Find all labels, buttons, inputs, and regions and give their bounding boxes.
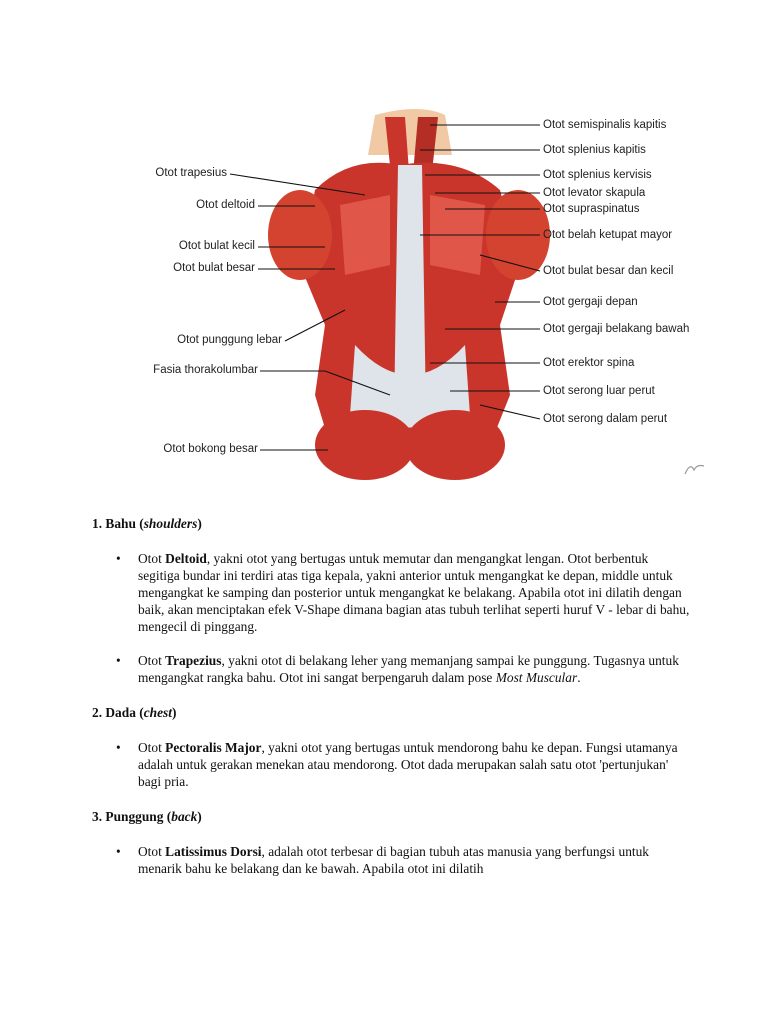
- section-heading-bahu: [92, 515, 692, 532]
- list-item: [138, 550, 692, 635]
- heading-number: 3. Punggung (: [92, 809, 172, 824]
- bullet-list-punggung: [92, 843, 692, 877]
- label-bulat-besar: Otot bulat besar: [173, 262, 255, 274]
- label-deltoid: Otot deltoid: [196, 199, 255, 211]
- item-text: , yakni otot di belakang leher yang memanjang sampai ke punggung. Tugasnya untuk mengangkat rangka bahu. Otot ini sangat berpengaruh dalam pose: [138, 653, 679, 685]
- heading-term: chest: [143, 705, 172, 720]
- item-text: , yakni otot yang bertugas untuk mendorong bahu ke depan. Fungsi utamanya adalah untuk gerakan menekan atau mendorong. Otot dada merupakan salah satu otot 'pertunjukan' bagi pria.: [138, 740, 678, 789]
- heading-number: 1. Bahu (: [92, 516, 144, 531]
- section-heading-dada: [92, 704, 692, 721]
- left-deltoid-shape: [268, 190, 332, 280]
- item-prefix: Otot: [138, 740, 166, 755]
- label-bulat-kecil: Otot bulat kecil: [178, 240, 255, 252]
- label-fasia-thorakolumbar: Fasia thorakolumbar: [153, 364, 258, 376]
- list-item: [138, 652, 692, 686]
- item-prefix: Otot: [138, 653, 166, 668]
- item-end: .: [577, 670, 581, 685]
- neck-skin: [368, 109, 452, 155]
- heading-term: back: [171, 809, 198, 824]
- item-term: Pectoralis Major: [165, 740, 262, 755]
- list-item: [138, 843, 692, 877]
- label-splenius-kapitis: Otot splenius kapitis: [543, 144, 646, 156]
- left-scapula-muscles: [340, 195, 390, 275]
- label-serong-luar-perut: Otot serong luar perut: [543, 385, 655, 397]
- label-supraspinatus: Otot supraspinatus: [543, 203, 640, 215]
- label-belah-ketupat-mayor: Otot belah ketupat mayor: [543, 229, 673, 241]
- label-semispinalis-kapitis: Otot semispinalis kapitis: [543, 119, 667, 131]
- label-splenius-kervisis: Otot splenius kervisis: [543, 169, 652, 181]
- left-gluteus-shape: [315, 410, 415, 480]
- heading-close: ): [171, 705, 177, 720]
- label-levator-skapula: Otot levator skapula: [543, 187, 646, 199]
- item-text: , yakni otot yang bertugas untuk memutar dan mengangkat lengan. Otot berbentuk segitiga bundar ini terdiri atas tiga kepala, yakni anterior untuk mengangkat ke depan, middle untuk mengangkat ke samping dan posterior untuk mengangkat ke belakang. Apabila otot ini dilatih dengan baik, akan menciptakan efek V-Shape dimana bagian atas tubuh terlihat seperti huruf V - lebar di bahu, mengecil di pinggang.: [138, 551, 690, 634]
- item-italic: Most Muscular: [495, 670, 578, 685]
- label-erektor-spina: Otot erektor spina: [543, 357, 635, 369]
- label-bokong-besar: Otot bokong besar: [163, 443, 258, 455]
- item-term: Trapezius: [165, 653, 222, 668]
- heading-close: ): [197, 516, 202, 531]
- list-item: [138, 739, 692, 790]
- item-prefix: Otot: [138, 551, 166, 566]
- document-body: [92, 515, 692, 895]
- right-gluteus-shape: [405, 410, 505, 480]
- item-text: , adalah otot terbesar di bagian tubuh atas manusia yang berfungsi untuk menarik bahu ke belakang dan ke bawah. Apabila otot ini dilatih: [138, 844, 649, 876]
- label-gergaji-depan: Otot gergaji depan: [543, 296, 638, 308]
- label-gergaji-belakang-bawah: Otot gergaji belakang bawah: [543, 323, 690, 335]
- publisher-logo-icon: [682, 460, 708, 478]
- bullet-list-dada: [92, 739, 692, 790]
- item-term: Deltoid: [165, 551, 207, 566]
- heading-term: shoulders: [143, 516, 198, 531]
- item-prefix: Otot: [138, 844, 166, 859]
- label-punggung-lebar: Otot punggung lebar: [177, 334, 282, 346]
- label-trapesius: Otot trapesius: [155, 167, 227, 179]
- label-bulat-besar-kecil: Otot bulat besar dan kecil: [543, 265, 674, 277]
- item-term: Latissimus Dorsi: [165, 844, 262, 859]
- section-heading-punggung: [92, 808, 692, 825]
- heading-number: 2. Dada (: [92, 705, 144, 720]
- heading-close: ): [197, 809, 202, 824]
- label-serong-dalam-perut: Otot serong dalam perut: [543, 413, 668, 425]
- bullet-list-bahu: [92, 550, 692, 686]
- anatomy-figure: [100, 95, 720, 495]
